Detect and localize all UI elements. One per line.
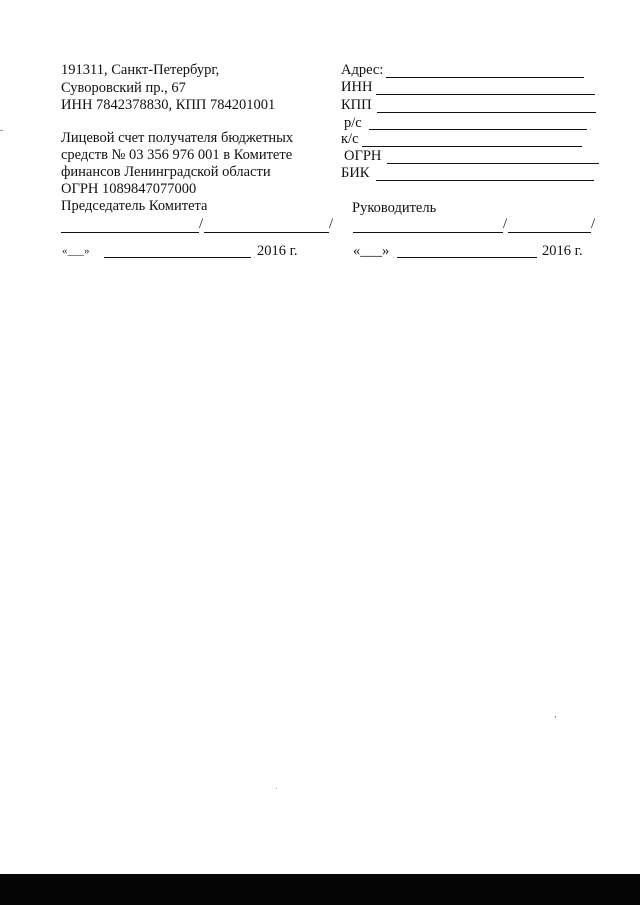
contractor-ogrn-line <box>387 163 599 164</box>
scan-speck <box>555 716 556 718</box>
chairman-date-month-line <box>104 257 251 258</box>
scan-speck <box>276 788 277 789</box>
head-name-line <box>508 232 591 233</box>
committee-chairman-title: Председатель Комитета <box>61 198 208 214</box>
contractor-inn-line <box>376 94 595 95</box>
contractor-rs-line <box>369 129 587 130</box>
contractor-address-line <box>386 77 584 78</box>
contractor-address-label: Адрес: <box>341 62 384 78</box>
contractor-ks-line <box>362 146 582 147</box>
contractor-bik-label: БИК <box>341 165 370 181</box>
contractor-ogrn-label: ОГРН <box>344 148 382 164</box>
scan-speck <box>0 130 3 131</box>
chairman-signature-line <box>61 232 199 233</box>
head-date-day: «___» <box>353 243 390 259</box>
head-date-year: 2016 г. <box>542 243 583 259</box>
committee-account-line-3: финансов Ленинградской области <box>61 164 271 180</box>
contractor-ks-label: к/с <box>341 131 359 147</box>
chairman-date-day: «___» <box>62 245 90 257</box>
committee-address-line-2: Суворовский пр., 67 <box>61 80 186 96</box>
committee-ogrn: ОГРН 1089847077000 <box>61 181 197 197</box>
head-signature-slash: / <box>503 216 508 232</box>
contractor-rs-label: р/с <box>344 115 362 131</box>
contractor-bik-line <box>376 180 594 181</box>
contractor-kpp-line <box>377 112 596 113</box>
head-name-slash: / <box>591 216 596 232</box>
chairman-name-line <box>204 232 329 233</box>
contractor-head-title: Руководитель <box>352 200 437 216</box>
chairman-date-year: 2016 г. <box>257 243 298 259</box>
head-signature-line <box>353 232 503 233</box>
committee-address-line-1: 191311, Санкт-Петербург, <box>61 62 220 78</box>
contractor-kpp-label: КПП <box>341 97 372 113</box>
chairman-name-slash: / <box>329 216 334 232</box>
scan-bottom-edge <box>0 874 640 905</box>
chairman-signature-slash: / <box>199 216 204 232</box>
committee-account-line-1: Лицевой счет получателя бюджетных <box>61 130 294 146</box>
committee-inn-kpp: ИНН 7842378830, КПП 784201001 <box>61 97 276 113</box>
head-date-month-line <box>397 257 537 258</box>
contractor-inn-label: ИНН <box>341 79 373 95</box>
committee-account-line-2: средств № 03 356 976 001 в Комитете <box>61 147 293 163</box>
